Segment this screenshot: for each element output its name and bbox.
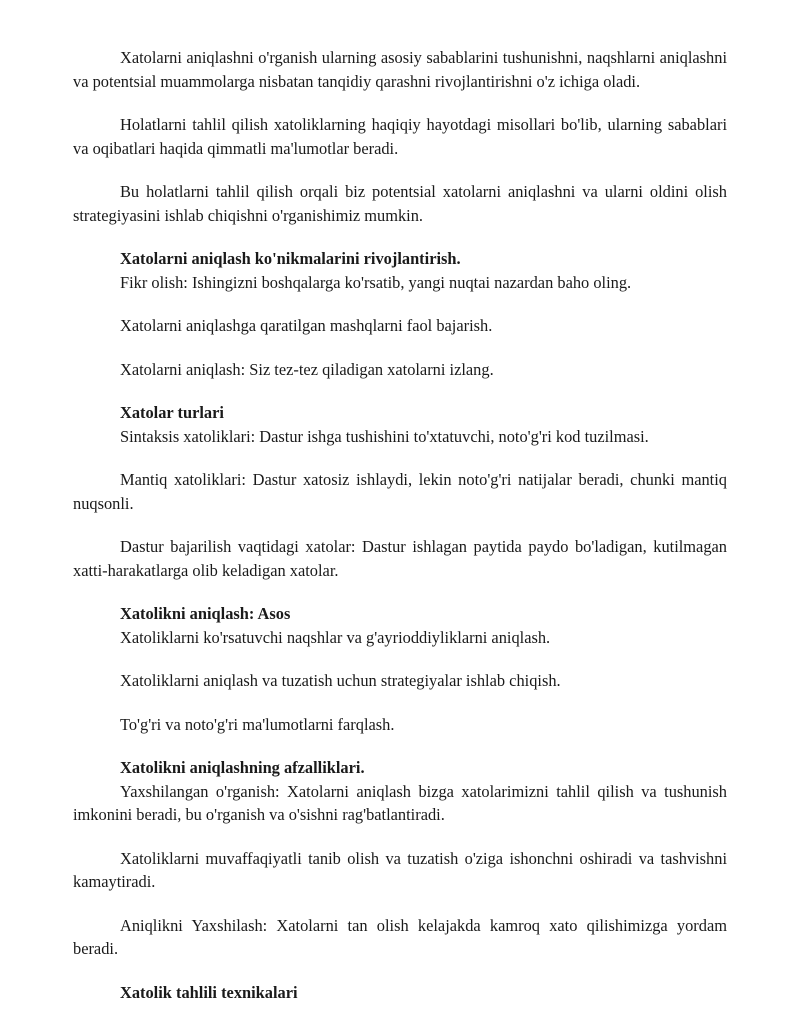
intro-paragraph-2: Holatlarni tahlil qilish xatoliklarning haqiqiy hayotdagi misollari bo'lib, ularning sabablari va oqibatlari haqida qimmatli ma'lumotlar beradi. [73,115,727,158]
document-page [73,46,727,1004]
section-error-types-paragraph-3: Dastur bajarilish vaqtidagi xatolar: Dastur ishlagan paytida paydo bo'ladigan, kutilmagan xatti-harakatlarga olib keladigan xatolar. [73,537,727,580]
section-basis-paragraph-1: Xatoliklarni ko'rsatuvchi naqshlar va g'ayrioddiyliklarni aniqlash. [120,627,551,647]
section-heading-error-types: Xatolar turlari [120,403,224,422]
section-benefits-paragraph-2: Xatoliklarni muvaffaqiyatli tanib olish va tuzatish o'ziga ishonchni oshiradi va tashvishni kamaytiradi. [73,848,727,891]
section-skills-paragraph-2: Xatolarni aniqlashga qaratilgan mashqlarni faol bajarish. [120,316,493,335]
intro-paragraph-1: Xatolarni aniqlashni o'rganish ularning asosiy sabablarini tushunishni, naqshlarni aniqlashni va potentsial muammolarga nisbatan tanqidiy qarashni rivojlantirishni o'z ichiga oladi. [73,48,727,91]
section-heading-skills: Xatolarni aniqlash ko'nikmalarini rivojlantirish. [120,249,461,268]
section-heading-techniques: Xatolik tahlili texnikalari [120,982,298,1002]
section-benefits-paragraph-3: Aniqlikni Yaxshilash: Xatolarni tan olish kelajakda kamroq xato qilishimizga yordam beradi. [73,915,727,958]
intro-paragraph-3: Bu holatlarni tahlil qilish orqali biz potentsial xatolarni aniqlashni va ularni oldini olish strategiyasini ishlab chiqishni o'rganishimiz mumkin. [73,182,727,225]
section-heading-benefits: Xatolikni aniqlashning afzalliklari. [120,758,365,777]
section-basis-paragraph-3: To'g'ri va noto'g'ri ma'lumotlarni farqlash. [120,714,395,734]
section-error-types-paragraph-2: Mantiq xatoliklari: Dastur xatosiz ishlaydi, lekin noto'g'ri natijalar beradi, chunki mantiq nuqsonli. [73,470,727,513]
section-error-types-paragraph-1: Sintaksis xatoliklari: Dastur ishga tushishini to'xtatuvchi, noto'g'ri kod tuzilmasi. [120,426,649,446]
section-skills-paragraph-3: Xatolarni aniqlash: Siz tez-tez qiladigan xatolarni izlang. [120,359,494,379]
section-skills-paragraph-1: Fikr olish: Ishingizni boshqalarga ko'rsatib, yangi nuqtai nazardan baho oling. [120,272,632,292]
section-basis-paragraph-2: Xatoliklarni aniqlash va tuzatish uchun strategiyalar ishlab chiqish. [120,671,561,690]
section-benefits-paragraph-1: Yaxshilangan o'rganish: Xatolarni aniqlash bizga xatolarimizni tahlil qilish va tushunish imkonini beradi, bu o'rganish va o'sishni rag'batlantiradi. [73,781,727,824]
section-heading-basis: Xatolikni aniqlash: Asos [120,604,291,623]
